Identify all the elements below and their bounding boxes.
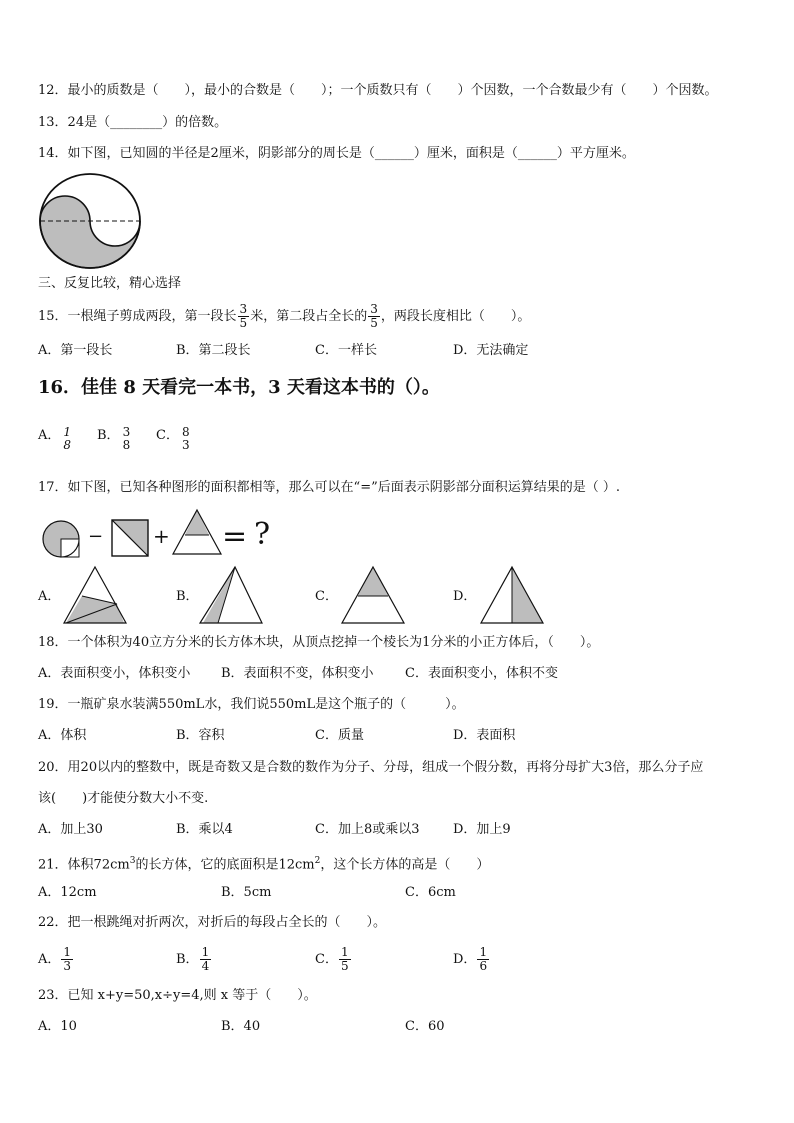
q23-option-a: A．10 — [38, 1019, 77, 1034]
q21-option-c: C．6cm — [405, 885, 456, 900]
q15-text-2: 米，第二段占全长的 — [250, 309, 368, 324]
q22-option-b: B． $\frac{1}{4}$ — [176, 945, 210, 973]
question-23: 23．已知 x+y=50,x÷y=4,则 x 等于（ ）。 — [38, 988, 317, 1003]
q14-circle-figure — [38, 172, 142, 270]
q20-option-a: A．加上30 — [38, 822, 103, 837]
q17-option-d-figure — [479, 566, 545, 624]
q17-shaded-triangle — [172, 509, 222, 555]
q17-option-d: D． — [453, 589, 477, 604]
question-15 — [38, 303, 530, 330]
q22-option-d: D． $\frac{1}{6}$ — [453, 945, 488, 973]
q17-question-mark: ? — [254, 517, 271, 552]
q15-fraction-1: $\frac{3}{5}$ — [239, 302, 248, 330]
q19-option-b: B．容积 — [176, 728, 225, 743]
q19-option-d: D．表面积 — [453, 728, 516, 743]
q18-option-b: B．表面积不变，体积变小 — [221, 666, 374, 681]
q17-option-b-figure — [198, 566, 264, 624]
q17-plus-sign: + — [153, 524, 170, 548]
q19-option-c: C．质量 — [315, 728, 364, 743]
q21-option-b: B．5cm — [221, 885, 272, 900]
question-22: 22．把一根跳绳对折两次，对折后的每段占全长的（ ）。 — [38, 915, 387, 930]
q23-option-b: B．40 — [221, 1019, 261, 1034]
q17-minus-sign: − — [88, 526, 104, 547]
q17-option-c: C． — [315, 589, 338, 604]
question-17: 17．如下图，已知各种图形的面积都相等，那么可以在“=”后面表示阴影部分面积运算结果的是（ ）. — [38, 480, 620, 495]
q15-option-c: C．一样长 — [315, 343, 377, 358]
q15-fraction-2: $\frac{3}{5}$ — [370, 302, 378, 330]
q18-option-a: A．表面积变小，体积变小 — [38, 666, 191, 681]
q18-option-c: C．表面积变小，体积不变 — [405, 666, 558, 681]
question-14: 14．如下图，已知圆的半径是2厘米，阴影部分的周长是（______）厘米，面积是（______）平方厘米。 — [38, 146, 635, 161]
q22-option-c: C． $\frac{1}{5}$ — [315, 945, 349, 973]
q22-option-a: A． $\frac{1}{3}$ — [38, 945, 72, 973]
q17-shaded-square — [111, 519, 149, 557]
q17-option-c-figure — [340, 566, 406, 624]
section-3-heading: 三、反复比较，精心选择 — [38, 276, 182, 291]
q20-option-b: B．乘以4 — [176, 822, 233, 837]
q15-option-d: D．无法确定 — [453, 343, 529, 358]
q16-option-c: C． 8 3 — [156, 425, 190, 452]
question-18: 18．一个体积为40立方分米的长方体木块，从顶点挖掉一个棱长为1分米的小正方体后，（ ）。 — [38, 635, 600, 650]
q15-text-1: 15．一根绳子剪成两段，第一段长 — [38, 309, 237, 324]
question-13: 13．24是（________）的倍数。 — [38, 115, 228, 130]
q20-option-c: C．加上8或乘以3 — [315, 822, 420, 837]
q15-option-a: A．第一段长 — [38, 343, 113, 358]
q16-option-b: B． 3 8 — [97, 425, 131, 452]
q17-option-b: B． — [176, 589, 199, 604]
q17-option-a: A． — [38, 589, 61, 604]
q17-option-a-figure — [62, 566, 128, 624]
q23-option-c: C．60 — [405, 1019, 445, 1034]
q17-quarter-circle-square — [42, 520, 82, 558]
q15-option-b: B．第二段长 — [176, 343, 251, 358]
question-20-line-1: 20．用20以内的整数中，既是奇数又是合数的数作为分子、分母，组成一个假分数，再将分母扩大3倍，那么分子应 — [38, 760, 704, 775]
q21-option-a: A．12cm — [38, 885, 97, 900]
q19-option-a: A．体积 — [38, 728, 87, 743]
q17-equals-sign: = — [222, 519, 248, 554]
q16-option-a: A． 1 8 — [38, 425, 72, 452]
question-16: 16．佳佳 8 天看完一本书，3 天看这本书的（）。 — [38, 377, 440, 398]
question-21: 21．体积$72cm^3$的长方体，它的底面积是$12cm^2$，这个长方体的高是（ ） — [38, 856, 490, 873]
q20-option-d: D．加上9 — [453, 822, 511, 837]
question-12: 12．最小的质数是（ ），最小的合数是（ ）；一个质数只有（ ）个因数，一个合数最少有（ ）个因数。 — [38, 83, 718, 98]
q15-text-3: ，两段长度相比（ ）。 — [380, 309, 531, 324]
question-20-line-2: 该( )才能使分数大小不变. — [38, 791, 209, 806]
question-19: 19．一瓶矿泉水装满550mL水，我们说550mL是这个瓶子的（ ）。 — [38, 697, 465, 712]
